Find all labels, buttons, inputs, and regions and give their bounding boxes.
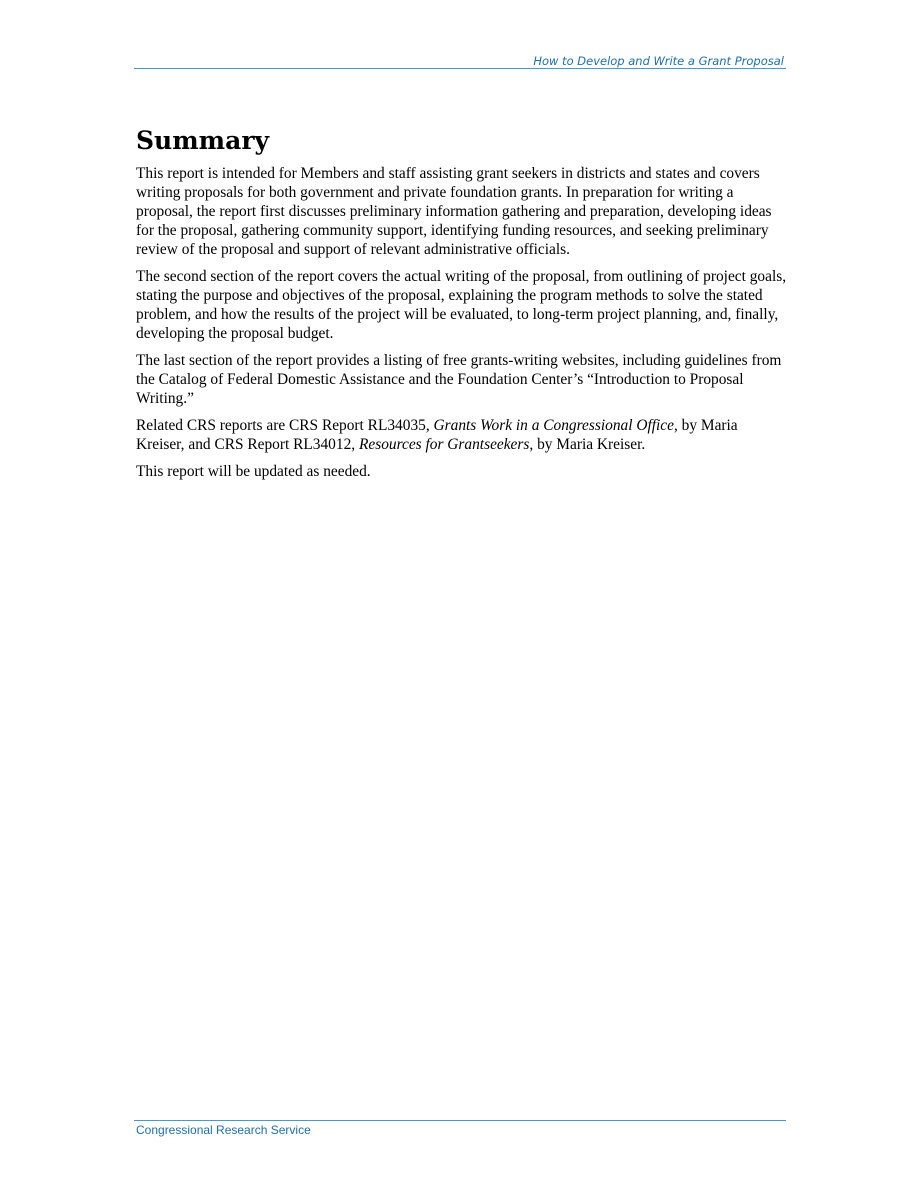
running-header-title: How to Develop and Write a Grant Proposal xyxy=(533,54,784,68)
summary-paragraph-3: The last section of the report provides a listing of free grants-writing websites, including guidelines from the Catalog of Federal Domestic Assistance and the Foundation Center’s “Introduction to Proposal Writing.” xyxy=(136,352,782,407)
summary-paragraph-5: This report will be updated as needed. xyxy=(136,463,371,480)
summary-section xyxy=(136,124,788,489)
summary-paragraph-2: The second section of the report covers the actual writing of the proposal, from outlining of project goals, stating the purpose and objectives of the proposal, explaining the program methods to solve the stated problem, and how the results of the project will be evaluated, to long-term project planning, and, finally, developing the proposal budget. xyxy=(136,268,787,342)
related-reports-text-3: , by Maria Kreiser. xyxy=(529,436,646,453)
report-title-resources: Resources for Grantseekers xyxy=(358,436,530,453)
related-reports-text-2: , by Maria Kreiser, and CRS Report RL34012, xyxy=(136,417,738,453)
related-reports-text-1: Related CRS reports are CRS Report RL34035, xyxy=(136,417,434,434)
footer-org: Congressional Research Service xyxy=(136,1123,311,1137)
section-heading: Summary xyxy=(136,126,270,155)
summary-paragraph-1: This report is intended for Members and staff assisting grant seekers in districts and states and covers writing proposals for both government and private foundation grants. In preparation for writing a proposal, the report first discusses preliminary information gathering and preparation, developing ideas for the proposal, gathering community support, identifying funding resources, and seeking preliminary review of the proposal and support of relevant administrative officials. xyxy=(136,165,772,258)
summary-paragraph-4 xyxy=(136,416,788,454)
running-header xyxy=(134,54,786,69)
footer-rule xyxy=(134,1120,786,1121)
report-title-grants-work: Grants Work in a Congressional Office xyxy=(433,417,674,434)
